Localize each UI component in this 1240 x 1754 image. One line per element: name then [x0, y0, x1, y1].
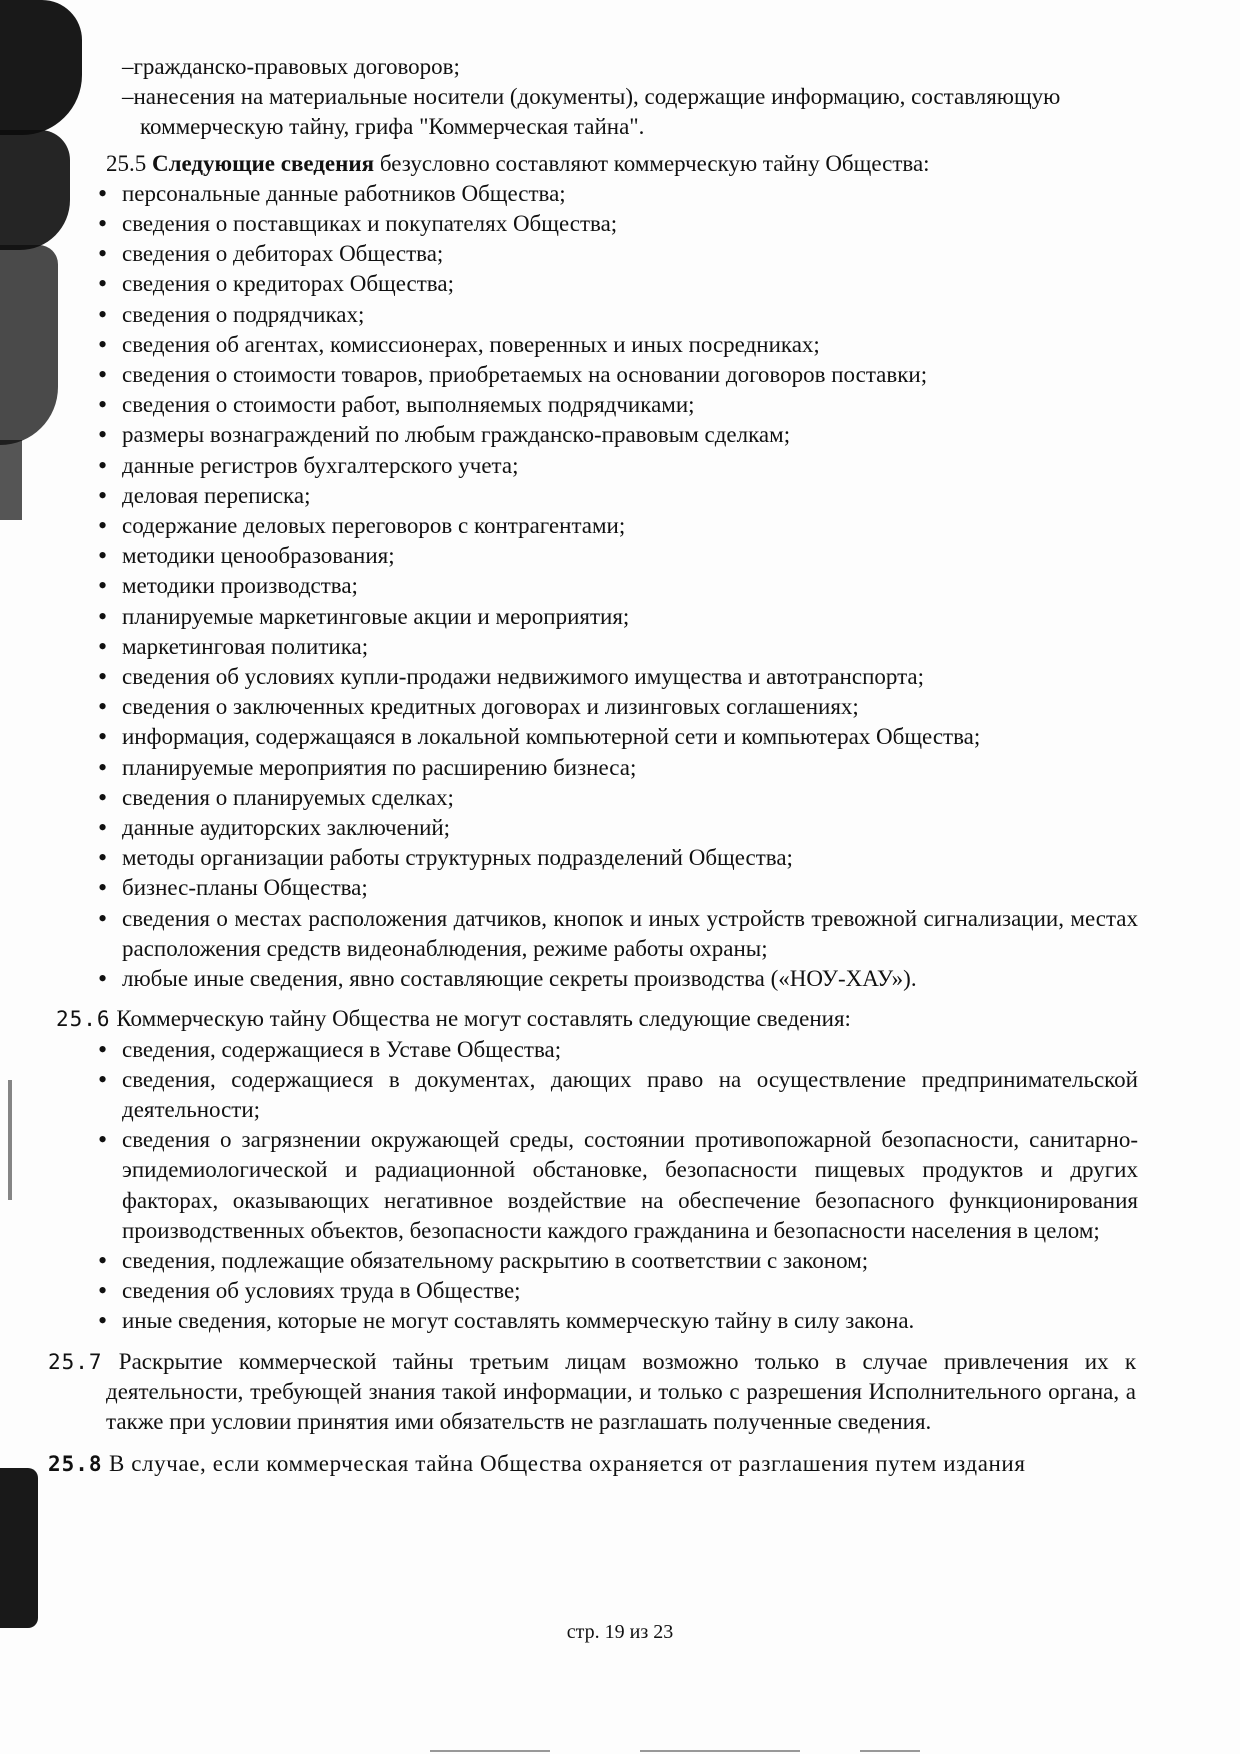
list-item: • данные регистров бухгалтерского учета;	[92, 451, 1148, 481]
list-item: • содержание деловых переговоров с контрагентами;	[92, 511, 1148, 541]
clause-text: Коммерческую тайну Общества не могут составлять следующие сведения:	[116, 1006, 851, 1032]
list-item: • сведения о местах расположения датчиков, кнопок и иных устройств тревожной сигнализации, местах расположения средств видеонаблюдения, режиме работы охраны;	[92, 904, 1148, 964]
clause-text: В случае, если коммерческая тайна Общества охраняется от разглашения путем издания	[108, 1451, 1026, 1477]
list-item: • сведения о стоимости работ, выполняемых подрядчиками;	[92, 390, 1148, 420]
secret-info-list	[92, 179, 1148, 994]
clause-25-7	[48, 1347, 1148, 1438]
page-footer: стр. 19 из 23	[566, 1621, 674, 1643]
clause-text: Раскрытие коммерческой тайны третьим лицам возможно только в случае привлечения их к деятельности, требующей знания такой информации, и только с разрешения Исполнительного органа, а также при условии принятия ими обязательств не разглашать полученные сведения.	[106, 1348, 1136, 1434]
list-item: • сведения о кредиторах Общества;	[92, 269, 1148, 299]
clause-25-6-heading	[56, 1004, 1148, 1034]
clause-number: 25.5	[106, 150, 147, 176]
list-item: • сведения о загрязнении окружающей среды, состоянии противопожарной безопасности, санитарно-эпидемиологической и радиационной обстановке, безопасности пищевых продуктов и других факторах, оказывающих негативное воздействие на обеспечение безопасного функционирования производственных объектов, безопасности каждого гражданина и безопасности населения в целом;	[92, 1125, 1148, 1246]
list-item: • данные аудиторских заключений;	[92, 813, 1148, 843]
list-item: • сведения, подлежащие обязательному раскрытию в соответствии с законом;	[92, 1246, 1148, 1276]
list-item: • сведения о дебиторах Общества;	[92, 239, 1148, 269]
scan-shadow	[0, 0, 82, 135]
clause-number: 25.7	[48, 1349, 103, 1374]
list-item: • сведения о стоимости товаров, приобретаемых на основании договоров поставки;	[92, 360, 1148, 390]
scan-line	[430, 1750, 550, 1752]
list-item: • сведения об агентах, комиссионерах, поверенных и иных посредниках;	[92, 330, 1148, 360]
scan-shadow	[8, 1080, 12, 1200]
list-item: • любые иные сведения, явно составляющие секреты производства («НОУ-ХАУ»).	[92, 964, 1148, 994]
scan-shadow	[0, 245, 58, 445]
clause-lead: Следующие сведения	[152, 150, 375, 176]
text-line: коммерческую тайну, грифа "Коммерческая тайна".	[140, 114, 645, 140]
list-item: • сведения об условиях купли-продажи недвижимого имущества и автотранспорта;	[92, 662, 1148, 692]
list-item: • деловая переписка;	[92, 481, 1148, 511]
document-body	[48, 52, 1148, 1479]
clause-number: 25.8	[48, 1452, 103, 1477]
clause-25-8	[48, 1449, 1148, 1479]
list-item: • сведения о поставщиках и покупателях Общества;	[92, 209, 1148, 239]
list-item: • планируемые маркетинговые акции и мероприятия;	[92, 602, 1148, 632]
text-line: –нанесения на материальные носители (документы), содержащие информацию, составляющую	[122, 84, 1061, 110]
continued-list	[122, 52, 1148, 143]
scan-line	[860, 1750, 920, 1752]
scan-shadow	[0, 1468, 38, 1628]
list-item: • сведения об условиях труда в Обществе;	[92, 1276, 1148, 1306]
list-item: • сведения о заключенных кредитных договорах и лизинговых соглашениях;	[92, 692, 1148, 722]
text-line: –гражданско-правовых договоров;	[122, 54, 460, 79]
clause-number: 25.6	[56, 1007, 111, 1032]
list-item: • иные сведения, которые не могут составлять коммерческую тайну в силу закона.	[92, 1306, 1148, 1336]
scan-shadow	[0, 440, 22, 520]
list-item: • размеры вознаграждений по любым гражданско-правовым сделкам;	[92, 420, 1148, 450]
clause-text: безусловно составляют коммерческую тайну Общества:	[374, 150, 930, 176]
list-item: • сведения о подрядчиках;	[92, 300, 1148, 330]
list-item: • методики ценообразования;	[92, 541, 1148, 571]
list-item: • маркетинговая политика;	[92, 632, 1148, 662]
list-item: • сведения о планируемых сделках;	[92, 783, 1148, 813]
list-item: • бизнес-планы Общества;	[92, 873, 1148, 903]
scan-shadow	[0, 130, 70, 250]
non-secret-info-list	[92, 1035, 1148, 1337]
list-item: • информация, содержащаяся в локальной компьютерной сети и компьютерах Общества;	[92, 722, 1148, 752]
scan-line	[640, 1750, 800, 1752]
clause-25-5-heading	[106, 149, 1148, 179]
list-item: • методики производства;	[92, 571, 1148, 601]
list-item: • методы организации работы структурных подразделений Общества;	[92, 843, 1148, 873]
list-item: • сведения, содержащиеся в документах, дающих право на осуществление предпринимательской деятельности;	[92, 1065, 1148, 1125]
list-item: • сведения, содержащиеся в Уставе Общества;	[92, 1035, 1148, 1065]
list-item: • персональные данные работников Общества;	[92, 179, 1148, 209]
list-item: • планируемые мероприятия по расширению бизнеса;	[92, 753, 1148, 783]
